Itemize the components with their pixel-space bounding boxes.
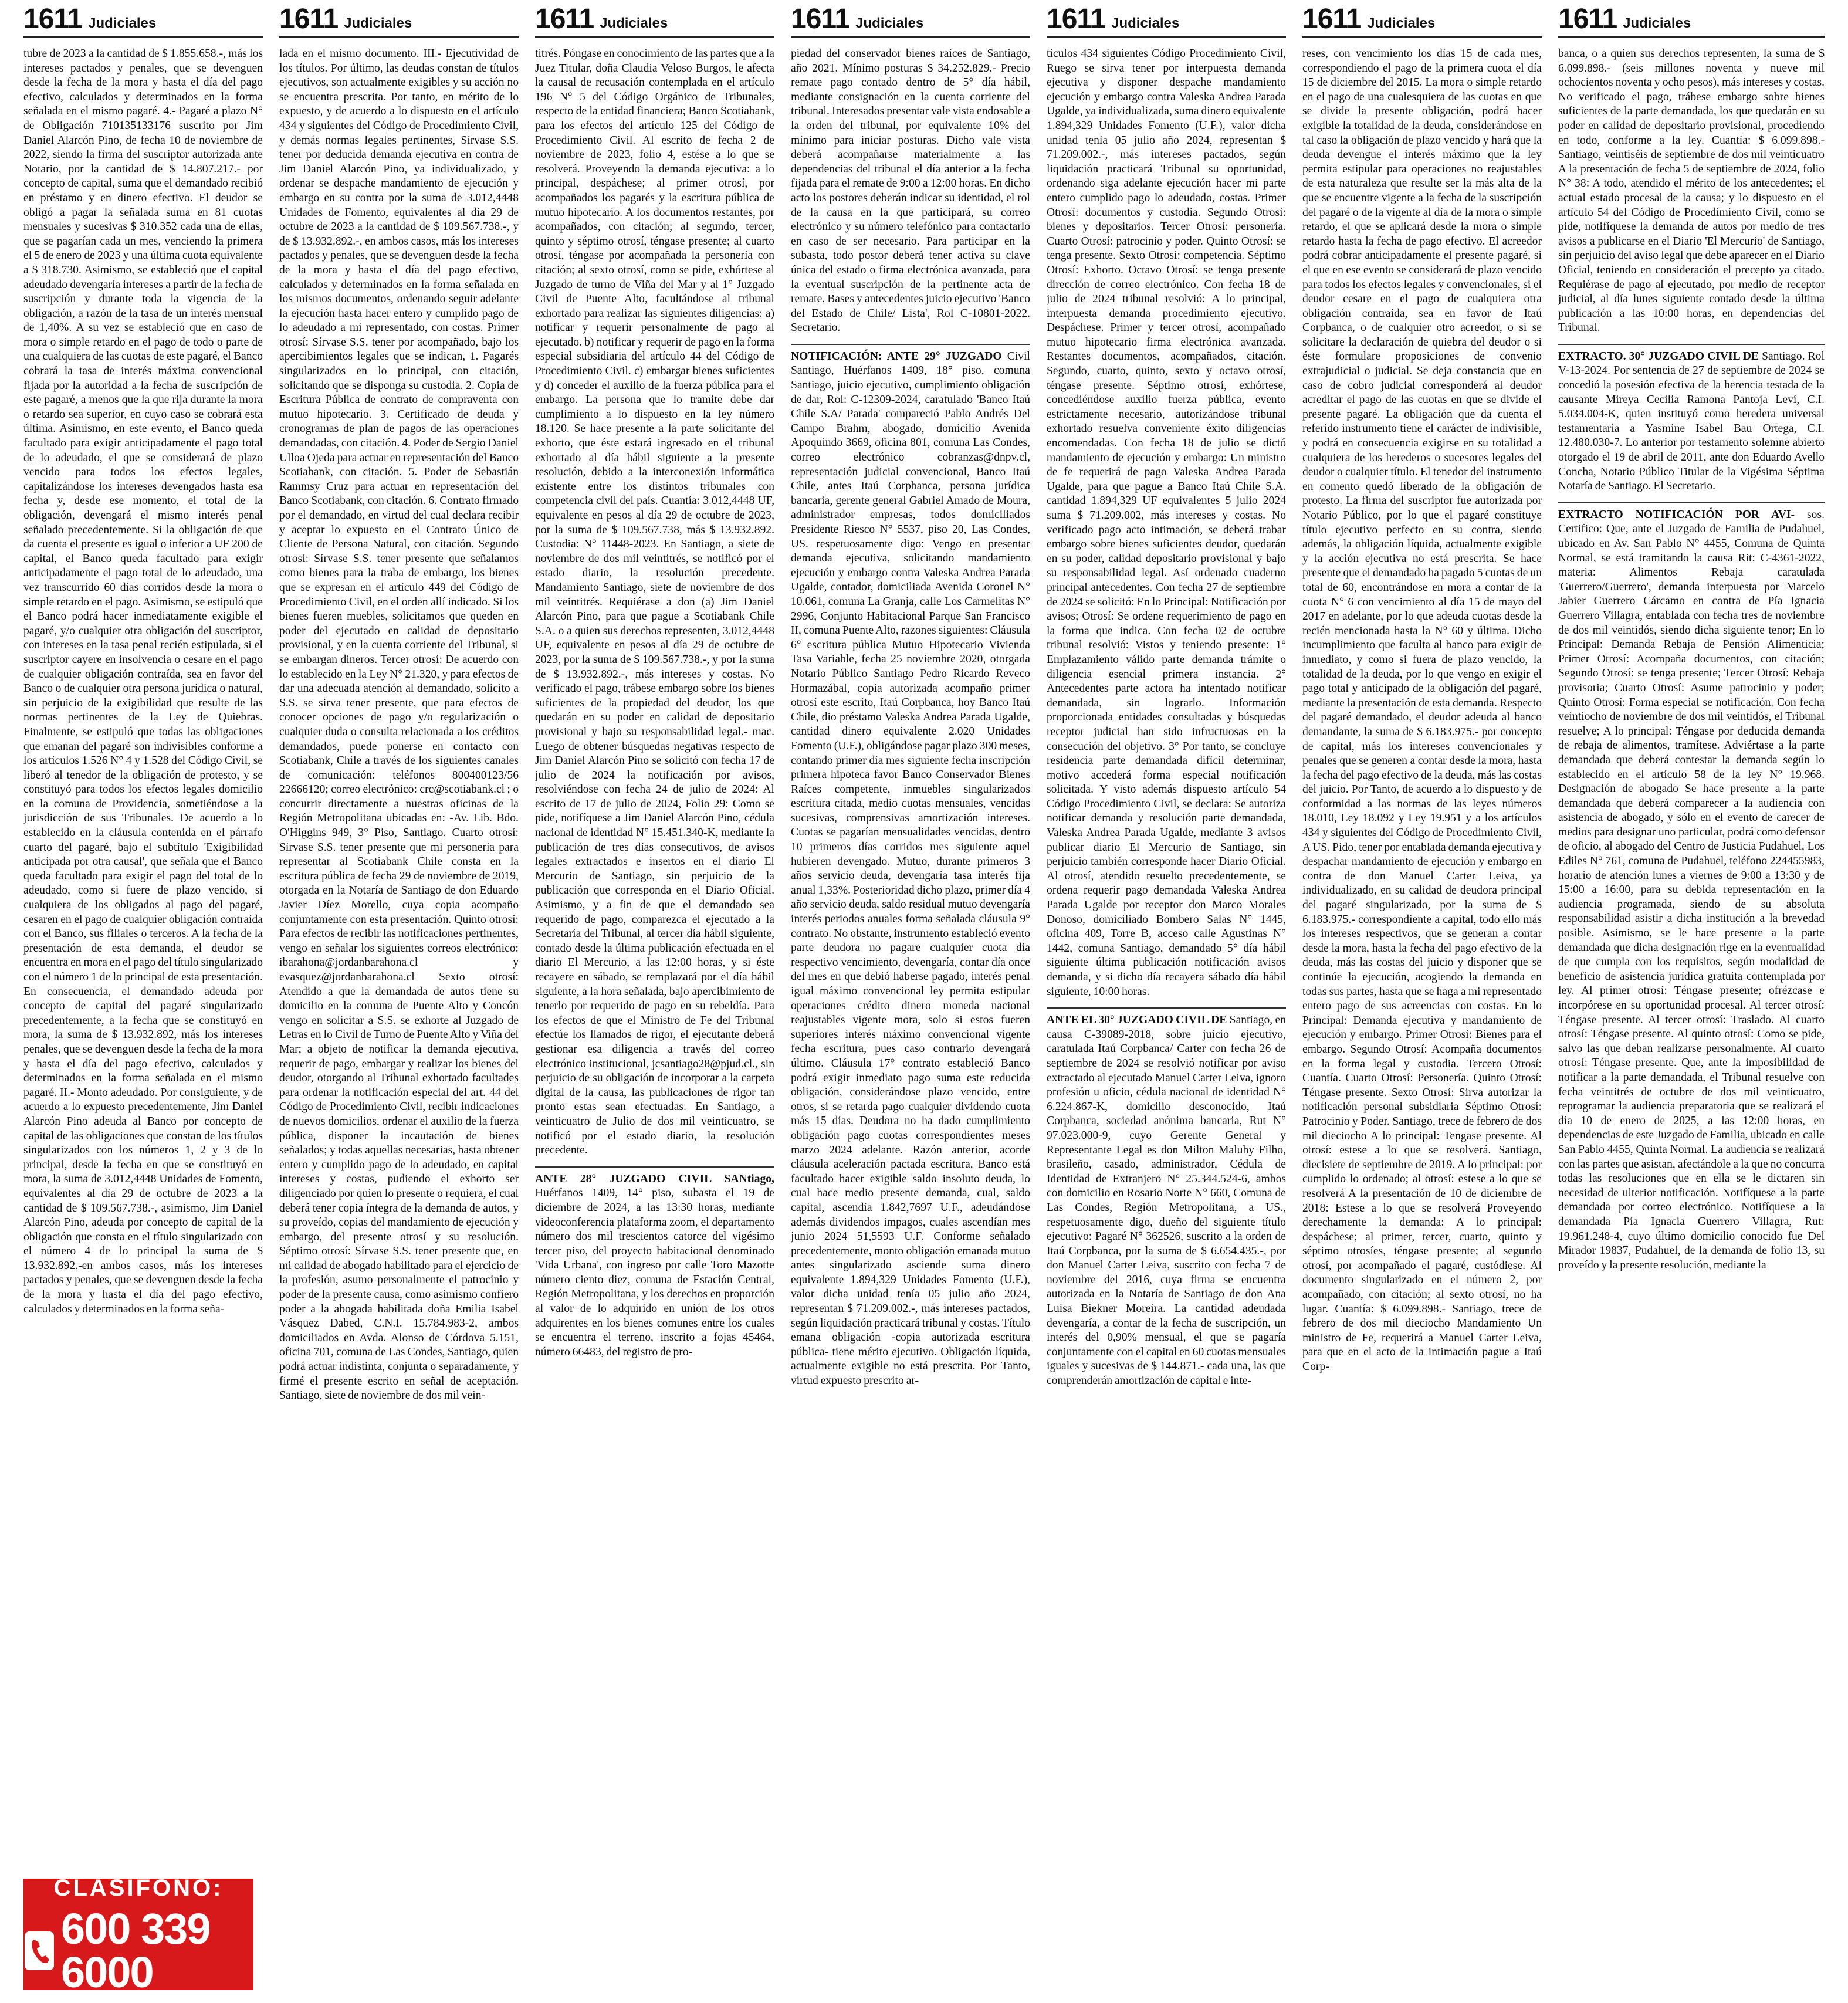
section-title: Judiciales [344,15,412,32]
section-title: Judiciales [88,15,157,32]
section-title: Judiciales [1367,15,1436,32]
column-header [23,0,263,38]
column-7 [1558,0,1825,2003]
notice-text: Huérfanos 1409, 14° piso, subasta el 19 de diciembre de 2024, a las 13:30 horas, mediante videoconferencia plataforma zoom, el departamento número dos mil trescientos catorce del vigésimo tercer piso, del proyecto habitacional denominado 'Vida Urbana', con ingreso por calle Toro Mazotte número ciento diez, comuna de Estación Central, Región Metropolitana, y los derechos en proporción al valor de lo adquirido en unión de los otros adquirentes en los bienes comunes entre los cuales se encuentra el terreno, inscrito a fojas 45464, número 66483, del registro de pro- [535,1187,774,1358]
notice-heading: ANTE EL 30° JUZGADO CIVIL DE [1047,1014,1227,1027]
clasifono-number-row [23,1904,253,1997]
column-1 [23,0,263,2003]
page-number: 1611 [279,4,339,35]
notice-text: Civil Santiago, Huérfanos 1409, 18° piso, comuna Santiago, juicio ejecutivo, cumplimiento obligación de dar, Rol: C-12309-2024, caratulado 'Banco Itaú Chile S.A/ Parada' compareció Pablo Andrés Del Campo Brahm, abogado, domicilio Avenida Apoquindo 3669, oficina 801, comuna Las Condes, correo electrónico cobranzas@dnpv.cl, representación judicial convencional, Banco Itaú Chile, antes Itaú Corpbanca, persona jurídica bancaria, gerente general Gabriel Amado de Moura, administrador empresas, todos domiciliados Presidente Riesco N° 5537, piso 20, Las Condes, US. respetuosamente digo: Vengo en presentar demanda ejecutiva, solicitando mandamiento ejecución y embargo contra Valeska Andrea Parada Ugalde, contador, domiciliada Avenida Coronel N° 10.061, comuna La Granja, calle Los Carmelitas N° 2996, Conjunto Habitacional Parque San Francisco II, comuna Puente Alto, razones siguientes: Cláusula 6° escritura pública Mutuo Hipotecario Vivienda Tasa Variable, fecha 25 noviembre 2020, otorgada Notario Público Santiago Pedro Ricardo Reveco Hormazábal, copia autorizada acompaño primer otrosí este escrito, Itaú Corpbanca, hoy Banco Itaú Chile, dio préstamo Valeska Andrea Parada Ugalde, cantidad dinero equivalente 2.020 Unidades Fomento (U.F.), obligándose pagar plazo 300 meses, contando primer día mes siguiente fecha inscripción primera hipoteca favor Banco Conservador Bienes Raíces competente, inmuebles singularizados escritura citada, medio cuotas mensuales, vencidas sucesivas, comprensivas amortización intereses. Cuotas se pagarían mensualidades vencidas, dentro 10 primeros días corridos mes siguiente aquel hubieren devengado. Mutuo, durante primeros 3 años servicio deuda, devengaría tasa interés fija anual 1,33%. Posterioridad dicho plazo, primer día 4 año servicio deuda, saldo residual mutuo devengaría interés periodos anuales forma señalada cláusula 9° contrato. No obstante, instrumento estableció evento parte deudora no pagare cualquier cuota día respectivo vencimiento, devengaría, contar día once del mes en que debió haberse pagado, interés penal igual máximo convencional ley permita estipular operaciones crédito dinero moneda nacional reajustables vigente mora, solo si estos fueren superiores interés máximo convencional vigente fecha escritura, pues caso contrario devengará último. Cláusula 17° contrato estableció Banco podrá exigir inmediato pago suma este reducida obligación, considerándose plazo vencido, entre otros, si se retarda pago cualquier dividendo cuota más 15 días. Deudora no ha dado cumplimiento obligación pago cuotas correspondientes meses marzo 2024 adelante. Razón anterior, acorde cláusula aceleración pactada escritura, Banco está facultado hacer exigible saldo insoluto deuda, lo cual hace medio presente demanda, cual, saldo capital, ascendía 1.842,7697 U.F., adeudándose además dividendos impagos, cuales ascendían mes junio 2024 51,5593 U.F. Conforme señalado precedentemente, monto obligación emanada mutuo antes singularizado asciende suma dinero equivalente 1.894,329 Unidades Fomento (U.F.), valor dicha unidad tenía 05 julio año 2024, representan $ 71.209.002.-, más intereses pactados, según liquidación practicará tribunal y costas. Título emana obligación -copia autorizada escritura pública- tiene mérito ejecutivo. Obligación líquida, actualmente exigible no está prescrita. Por Tanto, virtud expuesto prescrito ar- [791,350,1030,1388]
section-title: Judiciales [1111,15,1180,32]
column-header [535,0,774,38]
column-header [791,0,1030,38]
paragraph: titrés. Póngase en conocimiento de las partes que a la Juez Titular, doña Claudia Veloso Burgos, le afecta la causal de recusación contemplada en el artículo 196 N° 5 del Código Orgánico de Tribunales, respecto de la entidad financiera; Banco Scotiabank, para los efectos del artículo 125 del Código de Procedimiento Civil. Al escrito de fecha 2 de noviembre de 2023, folio 4, estése a lo que se resolverá. Proveyendo la demanda ejecutiva: a lo principal, despáchese; al primer otrosí, por acompañados los pagarés y la escritura pública de mutuo hipotecario. A los documentos restantes, por acompañados, con citación; al segundo, tercer, quinto y séptimo otrosí, téngase presente; al cuarto otrosí, téngase por acompañada la personería con citación; al sexto otrosí, como se pide, exhórtese al Juzgado de turno de Viña del Mar y al 1° Juzgado Civil de Puente Alto, facultándose al tribunal exhortado para realizar las siguientes diligencias: a) notificar y requerir personalmente de pago al ejecutado. b) notificar y requerir de pago en la forma especial subsidiaria del artículo 44 del Código de Procedimiento Civil. c) embargar bienes suficientes y d) conceder el auxilio de la fuerza pública para el embargo. La persona que lo tramite debe dar cumplimiento a lo dispuesto en la ley número 18.120. Se hace presente a la parte solicitante del exhorto, que éste estará ingresado en el tribunal exhortado al día hábil siguiente a la presente resolución, debido a la interconexión informática existente entre los distintos tribunales con competencia civil del país. Cuantía: 3.012,4448 UF, equivalente en pesos al día 29 de octubre de 2023, por la suma de $ 109.567.738, más $ 13.932.892. Custodia: N° 11448-2023. En Santiago, a siete de noviembre de dos mil veintitrés, se notificó por el estado diario, la resolución precedente. Mandamiento Santiago, siete de noviembre de dos mil veintitrés. Requiérase a don (a) Jim Daniel Alarcón Pino, para que pague a Scotiabank Chile S.A. o a quien sus derechos representen, 3.012,4448 UF, equivalente en pesos al día 29 de octubre de 2023, por la suma de $ 109.567.738.-, y por la suma de $ 13.932.892.-, más intereses y costas. No verificado el pago, trábese embargo sobre los bienes suficientes de la propiedad del deudor, los que quedarán en su poder en calidad de depositario provisional y bajo su responsabilidad legal.- mac. Luego de obtener búsquedas negativas respecto de Jim Daniel Alarcón Pino se solicitó con fecha 17 de julio de 2024 la notificación por avisos, resolviéndose con fecha 24 de julio de 2024: Al escrito de 17 de julio de 2024, Folio 29: Como se pide, notifíquese a Jim Daniel Alarcón Pino, cédula nacional de identidad N° 15.451.340-K, mediante la publicación de tres días consecutivos, de avisos legales extractados e insertos en el diario El Mercurio de Santiago, sin perjuicio de la publicación que corresponda en el Diario Oficial. Asimismo, y a fin de que el demandado sea requerido de pago, comparezca el ejecutado a la Secretaría del Tribunal, al tercer día hábil siguiente, contado desde la última publicación efectuada en el diario El Mercurio, a las 12:00 horas, y si éste recayere en sábado, se remplazará por el día hábil siguiente, a la hora señalada, bajo apercibimiento de tenerlo por requerido de pago en su rebeldía. Para los efectos de que el Ministro de Fe del Tribunal efectúe los llamados de rigor, el ejecutante deberá gestionar esa diligencia a través del correo electrónico institucional, jcsantiago28@pjud.cl., sin perjuicio de su obligación de incorporar a la carpeta digital de la causa, las publicaciones de rigor tan pronto estas sean efectuadas. En Santiago, a veinticuatro de Julio de dos mil veinticuatro, se notificó por el estado diario, la resolución precedente. [535,48,774,1157]
legal-notice [1558,502,1825,1273]
column-2 [279,0,519,2003]
notice-heading: ANTE 28° JUZGADO CIVIL SANtiago, [535,1172,774,1185]
legal-notice [1047,1007,1286,1388]
column-text [535,47,774,1359]
paragraph: tubre de 2023 a la cantidad de $ 1.855.658.-, más los intereses pactados y penales, que se devenguen desde la fecha de la mora y hasta el día del pago efectivo, calculados y determinados en la forma señalada en el mismo pagaré. 4.- Pagaré a plazo N° de Obligación 710135133176 suscrito por Jim Daniel Alarcón Pino, de fecha 10 de noviembre de 2022, siendo la firma del suscriptor autorizada ante Notario, por la cantidad de $ 14.807.217.- por concepto de capital, suma que el demandado recibió en préstamo y en dinero efectivo. El deudor se obligó a pagar la señalada suma en 81 cuotas mensuales y sucesivas $ 310.352 cada una de ellas, que se pagarían cada un mes, venciendo la primera el 5 de enero de 2023 y una última cuota equivalente a $ 318.730. Asimismo, se estableció que el capital adeudado devengaría intereses a partir de la fecha de suscripción y durante toda la vigencia de la obligación, a razón de la tasa de un interés mensual de 1,40%. A su vez se estableció que en caso de mora o simple retardo en el pago de todo o parte de una cualquiera de las cuotas de este pagaré, el Banco cobrará la tasa de interés máxima convencional fijada por la autoridad a la fecha de suscripción de este pagaré, a menos que la que rija durante la mora o retardo sea superior, en cuyo caso se cobrará esta última. Asimismo, en este evento, el Banco queda facultado para exigir anticipadamente el pago total de lo adeudado, el que se considerará de plazo vencido para todos los efectos legales, capitalizándose los intereses devengados hasta esa fecha y, desde ese momento, el total de la obligación, devengará el mismo interés penal señalado precedentemente. Si la obligación de que da cuenta el presente es igual o inferior a UF 200 de capital, el Banco queda facultado para exigir anticipadamente el pago total de lo adeudado, una vez transcurrido 60 días corridos desde la mora o simple retardo en el pago. Asimismo, se estipuló que el Banco podrá hacer inmediatamente exigible el pagaré, y/o cualquier otra obligación del suscriptor, con intereses en la tasa penal recién estipulada, si el suscriptor cayere en insolvencia o cesare en el pago de cualquier obligación contraída, sea en favor del Banco o de cualquier otra persona jurídica o natural, sin perjuicio de la exigibilidad que resulte de las normas pertinentes de la Ley de Quiebras. Finalmente, se estipuló que todas las obligaciones que emanan del pagaré son indivisibles conforme a los artículos 1.526 N° 4 y 1.528 del Código Civil, se liberó al tenedor de la obligación de protesto, y se constituyó para todos los efectos legales domicilio en la comuna de Providencia, sometiéndose a la jurisdicción de sus Tribunales. De acuerdo a lo establecido en la cláusula contenida en el párrafo cuarto del pagaré, bajo el subtítulo 'Exigibilidad anticipada por otra causal', que señala que el Banco queda facultado para exigir el pago del total de lo adeudado, como si fuere de plazo vencido, si cualquiera de los obligados al pago del pagaré, cesaren en el pago de cualquier obligación contraída con el Banco, sus filiales o terceros. A la fecha de la presentación de esta demanda, el deudor se encuentra en mora en el pago del título singularizado con el número 1 de lo principal de esta presentación. En consecuencia, el demandado adeuda por concepto de capital del pagaré singularizado precedentemente, a la fecha que se constituyó en mora, la suma de $ 13.932.892, más los intereses penales, que se devenguen desde la fecha de la mora y hasta el día del pago efectivo, calculados y determinados en la forma señalada en el mismo pagaré. II.- Monto adeudado. Por consiguiente, y de acuerdo a lo expuesto precedentemente, Jim Daniel Alarcón Pino adeuda al Banco por concepto de capital de las obligaciones que constan de los títulos singularizados con los números 1, 2 y 3 de lo principal, desde la fecha en que se constituyó en mora, la suma de 3.012,4448 Unidades de Fomento, equivalentes al día 29 de octubre de 2023 a la cantidad de $ 109.567.738.-, asimismo, Jim Daniel Alarcón Pino, adeuda por concepto de capital de la obligación que consta en el título singularizado con el número 4 de lo principal la suma de $ 13.932.892.-en ambos casos, más los intereses pactados y penales, que se devenguen desde la fecha de la mora y hasta el día del pago efectivo, calculados y determinados en la forma seña- [23,48,263,1315]
page-number: 1611 [1558,4,1617,35]
paragraph: lada en el mismo documento. III.- Ejecutividad de los títulos. Por último, las deudas constan de títulos ejecutivos, son actualmente exigibles y su acción no se encuentra prescrita. Por tanto, en mérito de lo expuesto, y de acuerdo a lo dispuesto en el artículo 434 y siguientes del Código de Procedimiento Civil, y demás normas legales pertinentes, Sírvase S.S. tener por deducida demanda ejecutiva en contra de Jim Daniel Alarcón Pino, ya individualizado, y ordenar se despache mandamiento de ejecución y embargo en su contra por la suma de 3.012,4448 Unidades de Fomento, equivalentes al día 29 de octubre de 2023 a la cantidad de $ 109.567.738.-, y de $ 13.932.892.-, en ambos casos, más los intereses pactados y penales, que se devenguen desde la fecha de la mora y hasta el día del pago efectivo, calculados y determinados en la forma señalada en los mismos documentos, ordenando seguir adelante la ejecución hasta hacer entero y cumplido pago de lo adeudado a mi representado, con costas. Primer otrosí: Sírvase S.S. tener por acompañado, bajo los apercibimientos legales que se indican, 1. Pagarés singularizados en lo principal, con citación, solicitando que se disponga su custodia. 2. Copia de Escritura Pública de contrato de compraventa con mutuo hipotecario. 3. Certificado de deuda y cronogramas de plan de pagos de las operaciones demandadas, con citación. 4. Poder de Sergio Daniel Ulloa Ojeda para actuar en representación del Banco Scotiabank, con citación. 5. Poder de Sebastián Rammsy Cruz para actuar en representación del Banco Scotiabank, con citación. 6. Contrato firmado por el demandado, en virtud del cual declara recibir y aceptar lo expuesto en el Contrato Único de Cliente de Persona Natural, con citación. Segundo otrosí: Sírvase S.S. tener presente que señalamos como bienes para la traba de embargo, los bienes que se expresan en el artículo 449 del Código de Procedimiento Civil, en el orden allí indicado. Si los bienes fueren muebles, solicitamos que queden en poder del ejecutado en calidad de depositario provisional, y en la cuenta corriente del Tribunal, si se embargan dineros. Tercer otrosí: De acuerdo con lo establecido en la Ley N° 21.320, y para efectos de dar una adecuada atención al demandado, solicito a S.S. se sirva tener presente, que para efectos de conocer opciones de pago y/o regularización o cualquier duda o consulta relacionada a los créditos demandados, puede ponerse en contacto con Scotiabank, Chile a través de los siguientes canales de comunicación: teléfonos 800400123/56 22666120; correo electrónico: crc@scotiabank.cl ; o concurrir directamente a nuestras oficinas de la Región Metropolitana ubicadas en: -Av. Lib. Bdo. O'Higgins 949, 3° Piso, Santiago. Cuarto otrosí: Sírvase S.S. tener presente que mi personería para representar al Scotiabank Chile consta en la escritura pública de fecha 29 de noviembre de 2019, otorgada en la Notaría de Santiago de don Eduardo Javier Díez Morello, cuya copia acompaño conjuntamente con esta presentación. Quinto otrosí: Para efectos de recibir las notificaciones pertinentes, vengo en señalar los siguientes correos electrónico: ibarahona@jordanbarahona.cl y evasquez@jordanbarahona.cl Sexto otrosí: Atendido a que la demandada de autos tiene su domicilio en la comuna de Puente Alto y Concón vengo en solicitar a S.S. se exhorte al Juzgado de Letras en lo Civil de Turno de Puente Alto y Viña del Mar; a objeto de notificar la demanda ejecutiva, requerir de pago, embargar y realizar los bienes del deudor, otorgando al Tribunal exhortado facultades para ordenar la notificación especial del art. 44 del Código de Procedimiento Civil, recibir indicaciones de nuevos domicilios, ordenar el auxilio de la fuerza pública, disponer la incautación de bienes señalados; y todas aquellas necesarias, hasta obtener entero y cumplido pago de lo adeudado, en capital intereses y costas, pudiendo el exhorto ser diligenciado por quien lo presente o requiera, el cual deberá tener copia íntegra de la demanda de autos, y su proveído, copias del mandamiento de ejecución y embargo, del presente otrosí y su resolución. Séptimo otrosí: Sírvase S.S. tener presente que, en mi calidad de abogado habilitado para el ejercicio de la profesión, asumo personalmente el patrocinio y poder de la presente causa, como asimismo confiero poder a la abogada habilitada doña Emilia Isabel Vásquez Dabed, C.N.I. 15.784.983-2, ambos domiciliados en Avda. Alonso de Córdova 5.151, oficina 701, comuna de Las Condes, Santiago, quien podrá actuar indistinta, conjunta o separadamente, y firmé el presente escrito en señal de aceptación. Santiago, siete de noviembre de dos mil vein- [279,48,519,1402]
page-number: 1611 [535,4,594,35]
legal-notice [1558,344,1825,494]
notice-text: Santiago. Rol V-13-2024. Por sentencia de 27 de septiembre de 2024 se concedió la posesión efectiva de la herencia testada de la causante Mireya Cecilia Ramona Pantoja Leví, C.I. 5.034.004-K, quien instituyó como heredera universal testamentaria a Yasmine Isabel Bau Ortega, C.I. 12.480.030-7. Lo anterior por testamento solemne abierto otorgado el 19 de abril de 2011, ante don Eduardo Avello Concha, Notario Público Titular de la Vigésima Séptima Notaría de Santiago. El Secretario. [1558,350,1825,493]
column-text [23,47,263,1317]
column-5 [1047,0,1286,2003]
column-header [279,0,519,38]
page-number: 1611 [1302,4,1362,35]
column-header [1302,0,1542,38]
page-number: 1611 [791,4,850,35]
clasifono-number: 600 339 6000 [61,1904,210,1997]
section-title: Judiciales [855,15,924,32]
notice-heading: EXTRACTO NOTIFICACIÓN POR AVI- [1558,508,1795,521]
column-header [1047,0,1286,38]
paragraph: reses, con vencimiento los días 15 de cada mes, correspondiendo el pago de la primera cuota el día 15 de diciembre del 2015. La mora o simple retardo en el pago de una cualesquiera de las cuotas en que se divide la presente obligación, podrá hacer exigible la totalidad de la deuda, considerándose en tal caso la obligación de plazo vencido y hará que la deuda devengue el interés máximo que la ley permita estipular para operaciones no reajustables de esta naturaleza que resulte ser la más alta de la que se encuentre vigente a la fecha de la suscripción del pagaré o de la vigente al día de la mora o simple retardo, el que se aplicará desde la mora o simple retardo hasta la fecha de pago efectivo. El acreedor podrá cobrar anticipadamente el presente pagaré, si el que en ese evento se considerará de plazo vencido para todos los efectos legales y convencionales, si el deudor cesare en el pago de cualquiera otra obligación contraída, sea en favor de Itaú Corpbanca, o de cualquier otro acreedor, o si se solicitare la declaración de quiebra del deudor o si éste formulare proposiciones de convenio extrajudicial o judicial. Se deja constancia que en caso de cobro judicial corresponderá al deudor acreditar el pago de las cuotas en que se divide el presente pagaré. La obligación que da cuenta el referido instrumento tiene el carácter de indivisible, y podrá en consecuencia exigirse en su totalidad a cualquiera de los herederos o sucesores legales del deudor o cualquier título. El tenedor del instrumento en comento quedó liberado de la obligación de protesto. La firma del suscriptor fue autorizada por Notario Público, por lo que el pagaré constituye título ejecutivo perfecto en su contra, siendo además, la obligación líquida, actualmente exigible y la acción ejecutiva no está prescrita. Se hace presente que el demandado ha pagado 5 cuotas de un total de 60, encontrándose en mora a contar de la cuota N° 6 con vencimiento al día 15 de mayo del 2017 en adelante, por lo que adeuda cuotas desde la recién mencionada hasta la N° 60 y última. Dicho incumplimiento que faculta al banco para exigir de inmediato, y como si fuera de plazo vencido, la totalidad de la deuda, por lo que vengo en exigir el pago total y anticipado de la obligación del pagaré, mediante la presentación de esta demanda. Respecto del pagaré demandado, el deudor adeuda al banco demandante, la suma de $ 6.183.975.- por concepto de capital, más los intereses convencionales y penales que se generen a contar desde la mora, hasta la fecha del pago efectivo de la deuda, más las costas del juicio. Por Tanto, de acuerdo a lo dispuesto y de conformidad a las normas de las leyes números 18.010, Ley 18.092 y Ley 19.951 y a los artículos 434 y siguientes del Código de Procedimiento Civil, A US. Pido, tener por entablada demanda ejecutiva y despachar mandamiento de ejecución y embargo en contra de don Manuel Carter Leiva, ya individualizado, en su calidad de deudora principal del pagaré singularizado, por la suma de $ 6.183.975.- correspondiente a capital, todo ello más los intereses respectivos, que se generan a contar desde la mora, hasta la fecha del pago efectivo de la deuda, más las costas del juicio y disponer que se continúe la ejecución, acogiendo la demanda en todas sus partes, hasta que se haga a mi representado entero pago de sus acreencias con costas. En lo Principal: Demanda ejecutiva y mandamiento de ejecución y embargo. Primer Otrosí: Bienes para el embargo. Segundo Otrosí: Acompaña documentos en la forma legal y custodia. Tercero Otrosí: Cuantía. Cuarto Otrosí: Personería. Quinto Otrosí: Téngase presente. Sexto Otrosí: Sirva autorizar la notificación personal subsidiaria Séptimo Otrosí: Patrocinio y Poder. Santiago, trece de febrero de dos mil dieciocho A lo principal: Tengase presente. Al otrosí: estese a lo que se resolverá. Santiago, diecisiete de septiembre de 2019. A lo principal: por cumplido lo ordenado; al otrosí: estese a lo que se resolverá A la presentación de 10 de diciembre de 2018: Estese a lo que se resolverá Proveyendo derechamente la demanda: A lo principal: despáchese; al primer, tercer, cuarto, quinto y séptimo otrosíes, téngase presente; al segundo otrosí, por acompañado el pagaré, custódiese. Al documento singularizado en el número 2, por acompañado, con citación; al sexto otrosí, no ha lugar. Cuantía: $ 6.099.898.- Santiago, trece de febrero de dos mil dieciocho Mandamiento Un ministro de Fe, requerirá a Manuel Carter Leiva, para que en el acto de la intimación pague a Itaú Corp- [1302,48,1542,1373]
column-text [1558,47,1825,1273]
paragraph: tículos 434 siguientes Código Procedimiento Civil, Ruego se sirva tener por interpuesta demanda ejecutiva y disponer despache mandamiento ejecución y embargo contra Valeska Andrea Parada Ugalde, ya individualizada, suma dinero equivalente 1.894,329 Unidades Fomento (U.F.), valor dicha unidad tenía 05 julio año 2024, representan $ 71.209.002.-, más intereses pactados, según liquidación practicará Tribunal su oportunidad, ordenando siga adelante ejecución hacer mi parte entero cumplido pago lo adeudado, costas. Primer Otrosí: documentos y custodia. Segundo Otrosí: bienes y depositarios. Tercer Otrosí: personería. Cuarto Otrosí: patrocinio y poder. Quinto Otrosí: se tenga presente. Sexto Otrosí: competencia. Séptimo Otrosí: Exhorto. Octavo Otrosí: se tenga presente dirección de correo electrónico. Con fecha 18 de julio de 2024 tribunal resolvió: A lo principal, interpuesta demanda procedimiento ejecutivo. Despáchese. Primer y tercer otrosí, acompañado mutuo hipotecario firma electrónica avanzada. Restantes documentos, acompañados, citación. Segundo, cuarto, quinto, sexto y octavo otrosí, téngase presente. Séptimo otrosí, exhórtese, concediéndose auxilio fuerza pública, evento estrictamente necesario, autorizándose tribunal exhortado resuelva conveniente éxito diligencias encomendadas. Con fecha 18 de julio se dictó mandamiento de ejecución y embargo: Un ministro de fe requerirá de pago Valeska Andrea Parada Ugalde, para que pague a Banco Itaú Chile S.A. cantidad 1.894,329 UF equivalentes 5 julio 2024 suma $ 71.209.002, más intereses y costas. No verificado pago acto intimación, se deberá trabar embargo sobre bienes suficientes deudor, quedarán en su poder, calidad depositario provisional y bajo su responsabilidad legal. Así ordenado cuaderno principal antecedentes. Con fecha 27 de septiembre de 2024 se solicitó: En lo Principal: Notificación por avisos; Otrosí: Se ordene requerimiento de pago en la forma que indica. Con fecha 02 de octubre tribunal resolvió: Vistos y teniendo presente: 1° Emplazamiento válido parte demanda trámite o diligencia esencial primera instancia. 2° Antecedentes parte actora ha intentado notificar demandada, sin lograrlo. Información proporcionada entidades consultadas y búsquedas receptor judicial han sido infructuosas en la consecución del objetivo. 3° Por tanto, se concluye residencia parte demandada difícil determinar, motivo accederá forma especial notificación solicitada. Y visto además dispuesto artículo 54 Código Procedimiento Civil, se declara: Se autoriza notificar demanda y resolución parte demandada, Valeska Andrea Parada Ugalde, mediante 3 avisos publicar diario El Mercurio de Santiago, sin perjuicio también corresponde hacer Diario Oficial. Al otrosí, atendido resuelto precedentemente, se ordena requerir pago demandada Valeska Andrea Parada Ugalde por receptor don Marco Morales Donoso, domiciliado Bombero Salas N° 1445, oficina 409, Torre B, acceso calle Agustinas N° 1442, comuna Santiago, demandado 5° día hábil siguiente última publicación notificación avisos demanda, y si dicho día recayera sábado día hábil siguiente, 10:00 horas. [1047,48,1286,998]
column-text [279,47,519,1403]
legal-notice [791,344,1030,1389]
clasifono-ad [23,1875,253,1997]
legal-notice [535,1166,774,1360]
column-text [791,47,1030,1389]
column-text [1047,47,1286,1389]
page-number: 1611 [23,4,83,35]
column-3 [535,0,774,2003]
phone-icon [23,1929,55,1972]
section-title: Judiciales [600,15,668,32]
paragraph: piedad del conservador bienes raíces de Santiago, año 2021. Mínimo posturas $ 34.252.829.- Precio remate pago contado dentro de 5° día hábil, mediante consignación en la cuenta corriente del tribunal. Interesados presentar vale vista endosable a la orden del tribunal, por equivalente 10% del mínimo para iniciar posturas. Dicho vale vista deberá acompañarse materialmente a las dependencias del tribunal el día anterior a la fecha fijada para el remate de 9:00 a 12:00 horas. En dicho acto los postores deberán indicar su identidad, el rol de la causa en la que participará, su correo electrónico y su número telefónico para contactarlo en caso de ser necesario. Para participar en la subasta, todo postor deberá tener activa su clave única del estado o firma electrónica avanzada, para la eventual suscripción de la pertinente acta de remate. Bases y antecedentes juicio ejecutivo 'Banco del Estado de Chile/ Lista', Rol C-10801-2022. Secretario. [791,48,1030,334]
notice-text: Santiago, en causa C-39089-2018, sobre juicio ejecutivo, caratulada Itaú Corpbanca/ Carter con fecha 26 de septiembre de 2024 se resolvió notificar por aviso extractado al ejecutado Manuel Carter Leiva, ignoro profesión u oficio, cédula nacional de identidad N° 6.224.867-K, domicilio desconocido, Itaú Corpbanca, sociedad anónima bancaria, Rut N° 97.023.000-9, cuyo Gerente General y Representante Legal es don Milton Maluhy Filho, brasileño, casado, administrador, Cédula de Identidad de Extranjero N° 25.344.524-6, ambos con domicilio en Rosario Norte N° 660, Comuna de Las Condes, Región Metropolitana, a US., respetuosamente digo, dueño del siguiente título ejecutivo: Pagaré N° 362526, suscrito a la orden de Itaú Corpbanca, por la suma de $ 6.654.435.-, por don Manuel Carter Leiva, suscrito con fecha 7 de noviembre del 2016, cuya firma se encuentra autorizada en la Notaría de Santiago de don Ana Luisa Biekner Moreira. La cantidad adeudada devengaría, a contar de la fecha de suscripción, un interés del 0,90% mensual, el que se pagaría conjuntamente con el capital en 60 cuotas mensuales iguales y sucesivas de $ 144.871.- cada una, las que comprenderán amortización de capital e inte- [1047,1014,1286,1388]
column-4 [791,0,1030,2003]
column-header [1558,0,1825,38]
page-number: 1611 [1047,4,1106,35]
notice-heading: NOTIFICACIÓN: ANTE 29° JUZGADO [791,350,1002,363]
section-title: Judiciales [1623,15,1691,32]
clasifono-label: CLASIFONO: [53,1875,224,1901]
notice-text: sos. Certifico: Que, ante el Juzgado de Familia de Pudahuel, ubicado en Av. San Pablo N° 4455, Comuna de Quinta Normal, se está tramitando la causa Rit: C-4361-2022, materia: Alimentos Rebaja caratulada 'Guerrero/Guerrero', demanda interpuesta por Marcelo Jabier Guerrero Cárcamo en contra de Pía Ignacia Guerrero Villagra, entablada con fecha tres de noviembre de dos mil veintidós, siendo dicha siguiente tenor; En lo Principal: Demanda Rebaja de Pensión Alimenticia; Primer Otrosí: Acompaña documentos, con citación; Segundo Otrosí: se tenga presente; Tercer Otrosí: Rebaja provisoria; Cuarto Otrosí: Asume patrocinio y poder; Quinto Otrosí: Forma especial se notificación. Con fecha veintiocho de noviembre de dos mil veintidós, el Tribunal resuelve; A lo principal: Téngase por deducida demanda de rebaja de alimentos, tramítese. Adviértase a la parte demandada que deberá contestar la demanda según lo establecido en el artículo 58 de la ley N° 19.968. Designación de abogado Se hace presente a la parte demandada que deberá comparecer a la audiencia con asistencia de abogado, y sólo en el evento de carecer de medios para designar uno particular, podrá como defensor de oficio, al abogado del Centro de Justicia Pudahuel, Los Ediles N° 761, comuna de Pudahuel, teléfono 224455983, horario de atención lunes a viernes de 9:00 a 13:30 y de 15:00 a 16:00, para su debida representación en la audiencia programada, siendo de su absoluta responsabilidad asistir a dicha institución a la brevedad posible. Asimismo, se le hace presente a la parte demandada que dicha designación rige en la eventualidad de que cumpla con los requisitos, según modalidad de beneficio de asistencia jurídica gratuita contemplada por ley. Al primer otrosí: Téngase presente; ofrézcase e incorpórese en su oportunidad procesal. Al tercer otrosí: Téngase presente. Al tercer otrosí: Traslado. Al cuarto otrosí: Téngase presente. Al quinto otrosí: Como se pide, salvo las que deban realizarse personalmente. Al cuarto otrosí: Téngase presente. Que, ante la imposibilidad de notificar a la parte demandada, el Tribunal resuelve con fecha veintitrés de octubre de dos mil veinticuatro, reprogramar la audiencia preparatoria que se realizará el día 10 de enero de 2025, a las 12:00 horas, en dependencias de este Juzgado de Familia, ubicado en calle San Pablo 4455, Quinta Normal. La audiencia se realizará con las partes que asistan, afectándole a la que no concurra todas las resoluciones que en ella se le dictaren sin necesidad de ulterior notificación. Notifíquese a la parte demandada por correo electrónico. Notifíquese a la demandada Pía Ignacia Guerrero Villagra, Rut: 19.961.248-4, cuyo último domicilio conocido fue Del Mirador 19837, Pudahuel, de la demanda de folio 13, su proveído y la presente resolución, mediante la [1558,508,1825,1271]
column-6 [1302,0,1542,2003]
notice-heading: EXTRACTO. 30° JUZGADO CIVIL DE [1558,350,1759,363]
column-text [1302,47,1542,1375]
paragraph: banca, o a quien sus derechos representen, la suma de $ 6.099.898.- (seis millones noventa y nueve mil ochocientos noventa y ocho pesos), más intereses y costas. No verificado el pago, trábese embargo sobre bienes suficientes de la parte demandada, los que quedarán en su poder en calidad de depositario provisional, procediendo en todo, conforme a la ley. Cuantía: $ 6.099.898.- Santiago, veintiséis de septiembre de dos mil veinticuatro A la presentación de fecha 5 de septiembre de 2024, folio N° 38: A todo, atendido el mérito de los antecedentes; el actual estado procesal de la causa; y lo dispuesto en el artículo 54 del Código de Procedimiento Civil, como se pide, notifíquese la demanda de autos por medio de tres avisos a publicarse en el Diario 'El Mercurio' de Santiago, sin perjuicio del aviso legal que debe aparecer en el Diario Oficial, teniendo en consideración el precepto ya citado. Requiérase de pago al ejecutado, por medio de receptor judicial, al día lunes siguiente contado desde la última publicación a las 10:00 horas, en dependencias del Tribunal. [1558,48,1825,334]
